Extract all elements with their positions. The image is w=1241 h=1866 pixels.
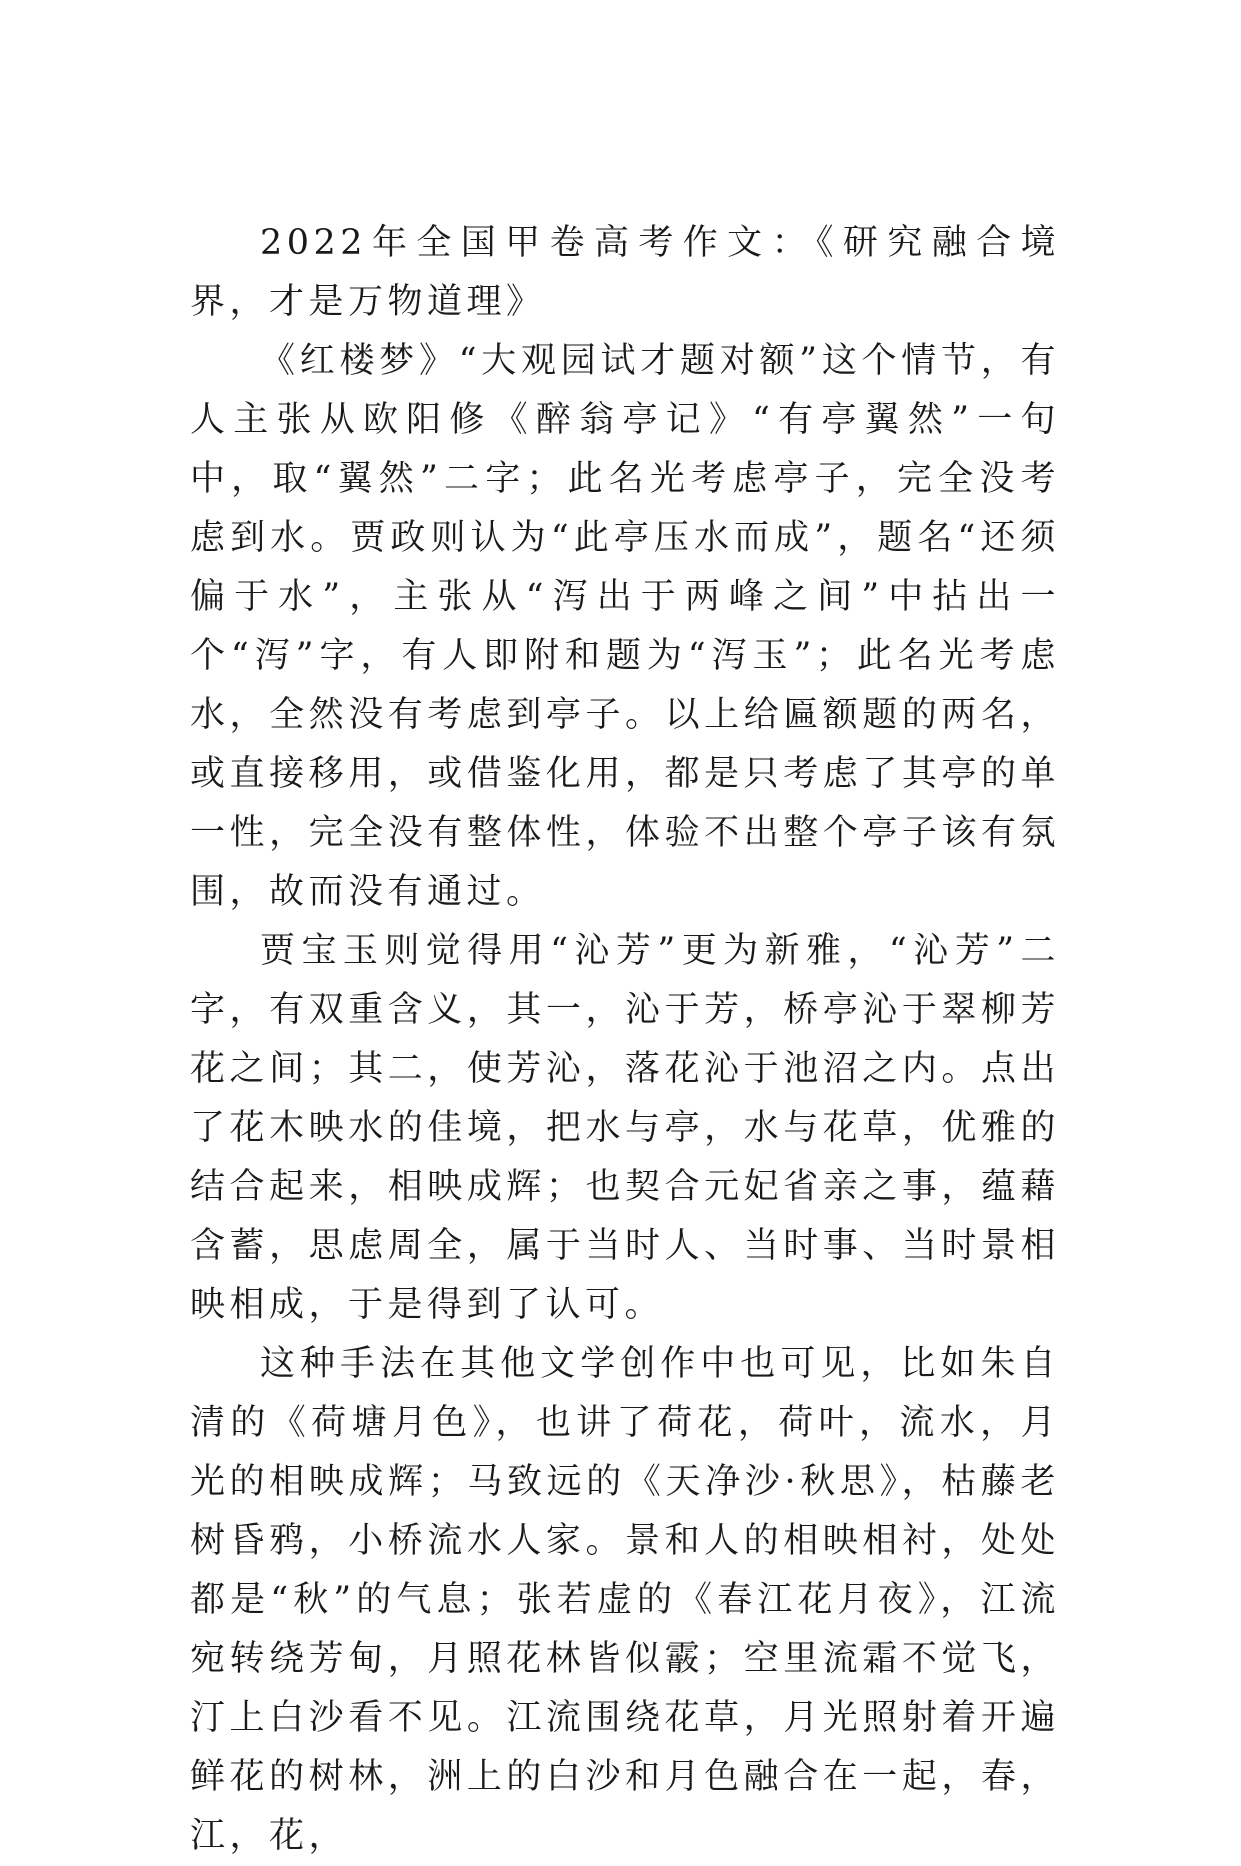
document-body [190, 214, 1060, 1866]
paragraph-2: 贾宝玉则觉得用“沁芳”更为新雅，“沁芳”二字，有双重含义，其一，沁于芳，桥亭沁于翠柳芳花之间；其二，使芳沁，落花沁于池沼之内。点出了花木映水的佳境，把水与亭，水与花草，优雅的结合起来，相映成辉；也契合元妃省亲之事，蕴藉含蓄，思虑周全，属于当时人、当时事、当时景相映相成，于是得到了认可。 [190, 931, 1060, 1325]
document-title: 2022年全国甲卷高考作文：《研究融合境界，才是万物道理》 [190, 223, 1060, 322]
paragraph-1: 《红楼梦》“大观园试才题对额”这个情节，有人主张从欧阳修《醉翁亭记》“有亭翼然”一句中，取“翼然”二字；此名光考虑亭子，完全没考虑到水。贾政则认为“此亭压水而成”，题名“还须偏于水”，主张从“泻出于两峰之间”中拈出一个“泻”字，有人即附和题为“泻玉”；此名光考虑水，全然没有考虑到亭子。以上给匾额题的两名，或直接移用，或借鉴化用，都是只考虑了其亭的单一性，完全没有整体性，体验不出整个亭子该有氛围，故而没有通过。 [190, 341, 1060, 912]
paragraph-3: 这种手法在其他文学创作中也可见，比如朱自清的《荷塘月色》，也讲了荷花，荷叶，流水，月光的相映成辉；马致远的《天净沙·秋思》，枯藤老树昏鸦，小桥流水人家。景和人的相映相衬，处处都是“秋”的气息；张若虚的《春江花月夜》，江流宛转绕芳甸，月照花林皆似霰；空里流霜不觉飞，汀上白沙看不见。江流围绕花草，月光照射着开遍鲜花的树林，洲上的白沙和月色融合在一起，春，江，花， [190, 1344, 1060, 1856]
